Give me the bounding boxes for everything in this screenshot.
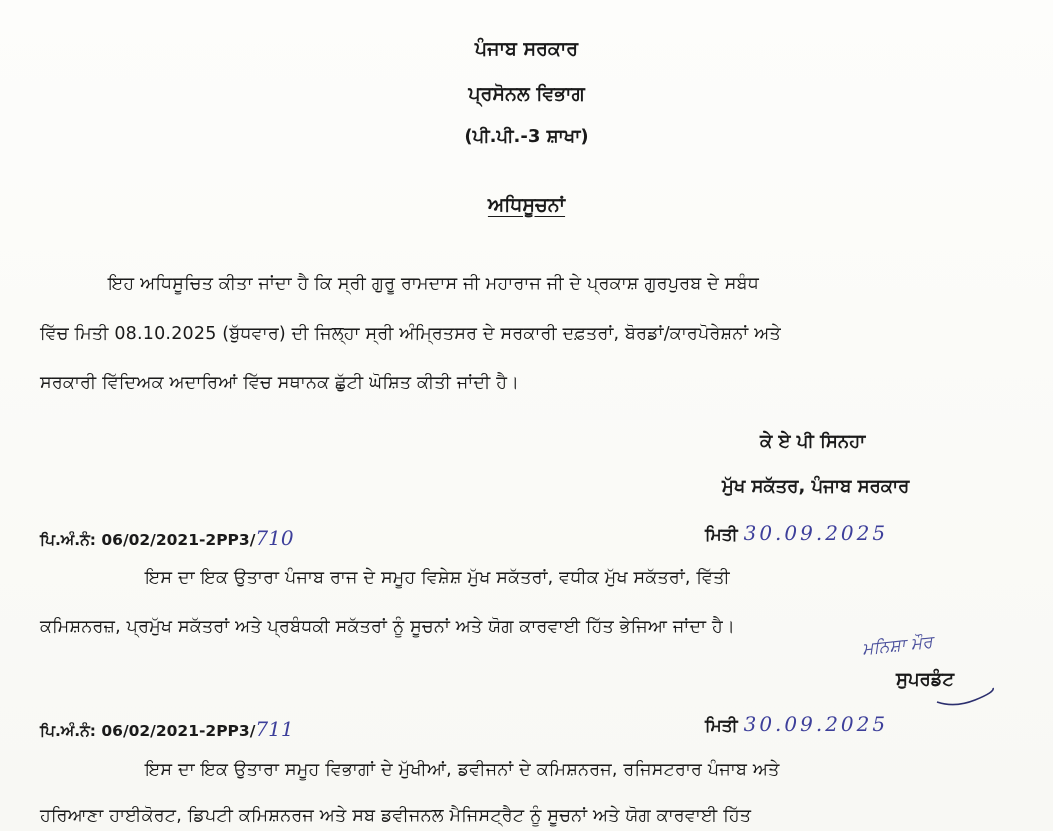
endorsement-1-date-value: 30.09.2025 (743, 521, 889, 545)
notification-line-3: ਸਰਕਾਰੀ ਵਿੱਦਿਅਕ ਅਦਾਰਿਆਂ ਵਿੱਚ ਸਥਾਨਕ ਛੁੱਟੀ ਘੋਸ਼ਿਤ ਕੀਤੀ ਜਾਂਦੀ ਹੈ। (40, 373, 520, 393)
handwritten-initials: ਮਨਿਸ਼ਾ ਮੌਰ (861, 632, 934, 660)
signatory-designation: ਮੁੱਖ ਸਕੱਤਰ, ਪੰਜਾਬ ਸਰਕਾਰ (722, 476, 910, 497)
endorsement-1-ref-prefix: ਪਿ.ਅੰ.ਨੰ: 06/02/2021-2PP3/ (40, 531, 256, 549)
endorsement-2-date-label: ਮਿਤੀ (705, 716, 738, 736)
endorsement-2-line-2: ਹਰਿਆਣਾ ਹਾਈਕੋਰਟ, ਡਿਪਟੀ ਕਮਿਸ਼ਨਰਜ ਅਤੇ ਸਬ ਡਵੀਜਨਲ ਮੈਜਿਸਟ੍ਰੈਟ ਨੂੰ ਸੂਚਨਾਂ ਅਤੇ ਯੋਗ ਕਾਰਵਾਈ ਹਿੱਤ (40, 806, 752, 826)
endorsement-1-line-1: ਇਸ ਦਾ ਇਕ ਉਤਾਰਾ ਪੰਜਾਬ ਰਾਜ ਦੇ ਸਮੂਹ ਵਿਸ਼ੇਸ਼ ਮੁੱਖ ਸਕੱਤਰਾਂ, ਵਧੀਕ ਮੁੱਖ ਸਕੱਤਰਾਂ, ਵਿੱਤੀ (145, 568, 730, 588)
endorsement-2-line-1: ਇਸ ਦਾ ਇਕ ਉਤਾਰਾ ਸਮੂਹ ਵਿਭਾਗਾਂ ਦੇ ਮੁੱਖੀਆਂ, ਡਵੀਜਨਾਂ ਦੇ ਕਮਿਸ਼ਨਰਜ, ਰਜਿਸਟਰਾਰ ਪੰਜਾਬ ਅਤੇ (145, 760, 780, 780)
notification-line-2: ਵਿੱਚ ਮਿਤੀ 08.10.2025 (ਬੁੱਧਵਾਰ) ਦੀ ਜਿਲ੍ਹਾ ਸ੍ਰੀ ਅੰਮ੍ਰਿਤਸਰ ਦੇ ਸਰਕਾਰੀ ਦਫ਼ਤਰਾਂ, ਬੋਰਡਾਂ/ਕਾਰਪੋਰੇਸ਼ਨਾਂ ਅਤੇ (40, 324, 781, 344)
endorsement-1-ref-number: 710 (255, 526, 294, 550)
superintendent-designation: ਸੁਪਰਡੰਟ (896, 669, 954, 690)
endorsement-2-date (705, 712, 888, 736)
header-branch: (ਪੀ.ਪੀ.-3 ਸ਼ਾਖਾ) (464, 126, 589, 147)
endorsement-1-date (705, 521, 888, 545)
endorsement-1-ref (40, 526, 294, 550)
notification-line-1: ਇਹ ਅਧਿਸੂਚਿਤ ਕੀਤਾ ਜਾਂਦਾ ਹੈ ਕਿ ਸ੍ਰੀ ਗੁਰੂ ਰਾਮਦਾਸ ਜੀ ਮਹਾਰਾਜ ਜੀ ਦੇ ਪ੍ਰਕਾਸ਼ ਗੁਰਪੁਰਬ ਦੇ ਸਬੰਧ (108, 274, 759, 294)
signature-flourish (935, 686, 995, 708)
signatory-name: ਕੇ ਏ ਪੀ ਸਿਨਹਾ (760, 431, 866, 452)
endorsement-2-date-value: 30.09.2025 (743, 712, 889, 736)
endorsement-2-ref-prefix: ਪਿ.ਅੰ.ਨੰ: 06/02/2021-2PP3/ (40, 722, 256, 740)
notification-title (0, 194, 1053, 216)
header-department: ਪ੍ਰਸੋਨਲ ਵਿਭਾਗ (468, 83, 585, 105)
endorsement-2-ref-number: 711 (255, 717, 294, 741)
endorsement-2-ref (40, 717, 294, 741)
header-government: ਪੰਜਾਬ ਸਰਕਾਰ (474, 38, 579, 60)
endorsement-1-date-label: ਮਿਤੀ (705, 525, 738, 545)
notification-title-text: ਅਧਿਸੂਚਨਾਂ (487, 194, 566, 216)
endorsement-1-line-2: ਕਮਿਸ਼ਨਰਜ਼, ਪ੍ਰਮੁੱਖ ਸਕੱਤਰਾਂ ਅਤੇ ਪ੍ਰਬੰਧਕੀ ਸਕੱਤਰਾਂ ਨੂੰ ਸੂਚਨਾਂ ਅਤੇ ਯੋਗ ਕਾਰਵਾਈ ਹਿੱਤ ਭੇਜਿਆ ਜਾਂਦਾ ਹੈ। (40, 617, 735, 637)
